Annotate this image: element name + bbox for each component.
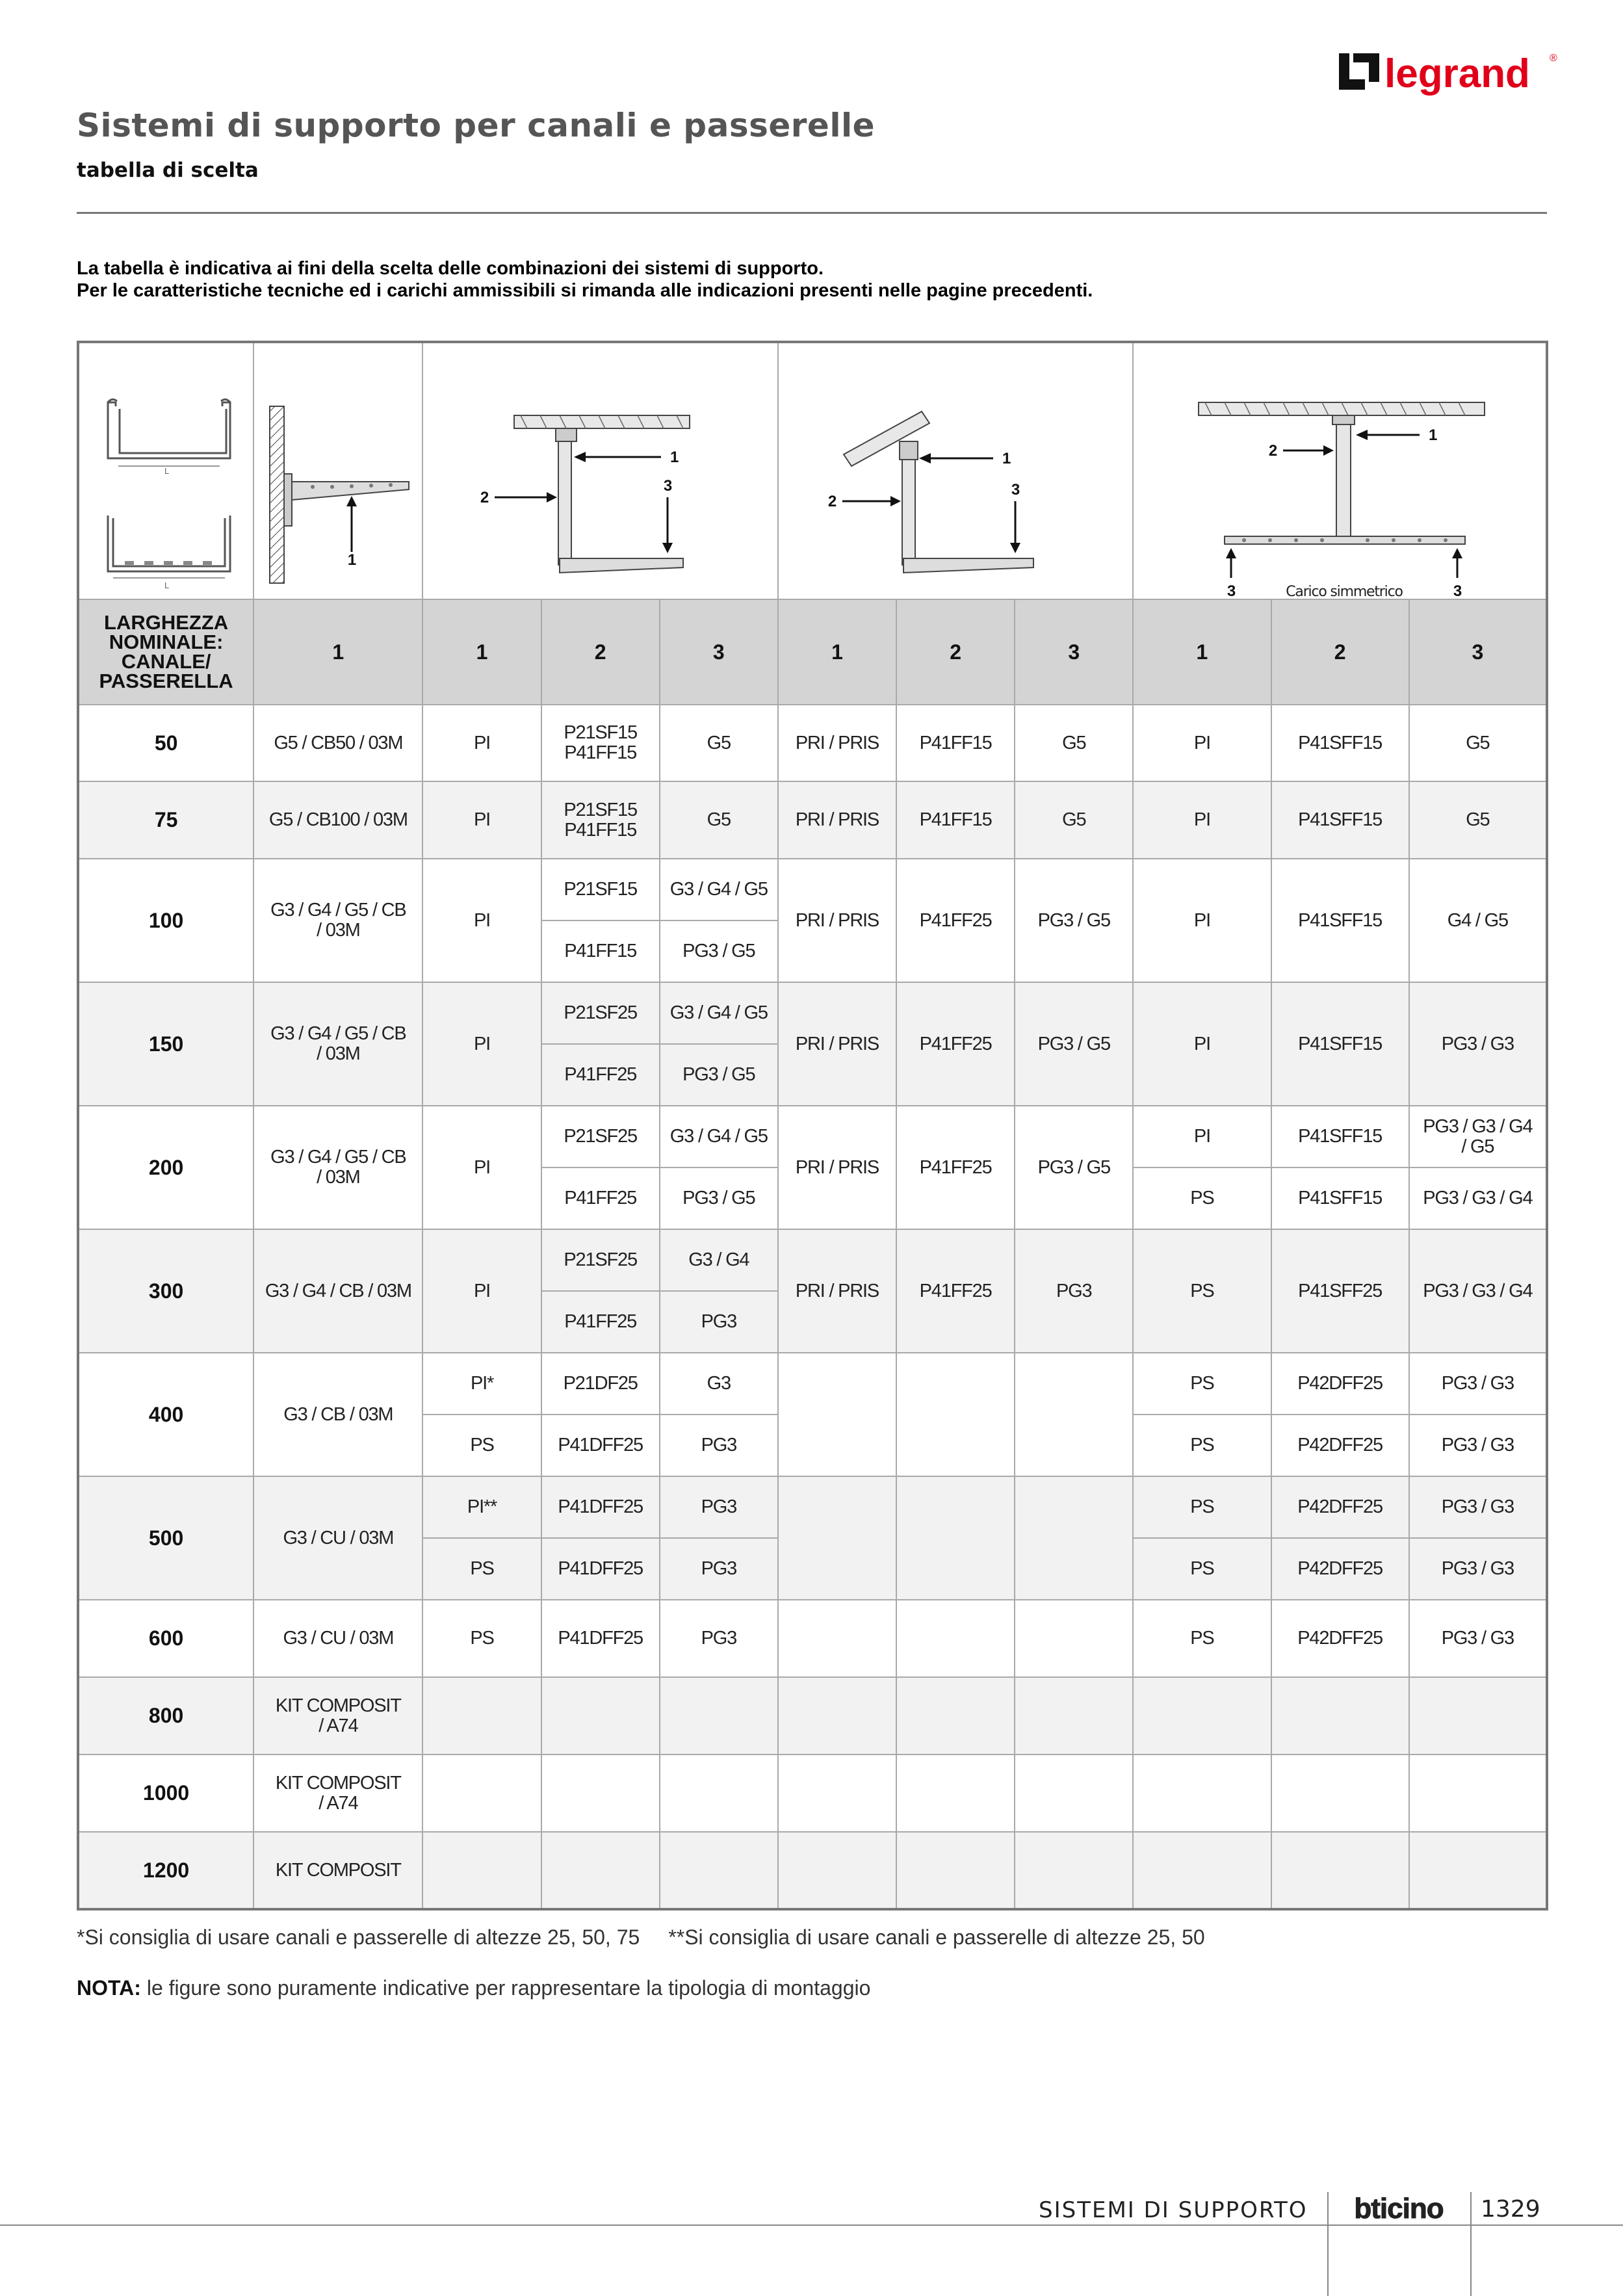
svg-text:bticino: bticino — [1354, 2195, 1444, 2223]
column-header: 1 — [778, 599, 896, 705]
sloped-ceiling-figure — [778, 342, 1133, 599]
width-cell: 1200 — [78, 1832, 253, 1909]
width-cell: 600 — [78, 1600, 253, 1677]
column-header: 2 — [541, 599, 660, 705]
footnote-1: *Si consiglia di usare canali e passerelle di altezze 25, 50, 75 — [77, 1925, 640, 1949]
nota-text: le figure sono puramente indicative per rappresentare la tipologia di montaggio — [140, 1976, 871, 2000]
page-number: 1329 — [1481, 2196, 1540, 2223]
intro-line-1: La tabella è indicativa ai fini della scelta delle combinazioni dei sistemi di supporto. — [77, 258, 824, 279]
column-header: 3 — [660, 599, 778, 705]
width-cell: 500 — [78, 1476, 253, 1600]
width-cell: 300 — [78, 1229, 253, 1353]
table-row: 300 G3 / G4 / CB / 03M PI P21SF25 G3 / G4 PRI / PRIS P41FF25 PG3 PS P41SFF25 PG3 / G3 / G4 — [78, 1229, 1547, 1291]
svg-text:®: ® — [1550, 53, 1557, 64]
svg-text:1: 1 — [670, 448, 679, 466]
table-row: 800 KIT COMPOSIT / A74 — [78, 1677, 1547, 1755]
table-row: P41FF25 PG3 / G5 — [78, 1044, 1547, 1106]
column-header: 1 — [422, 599, 541, 705]
width-cell: 75 — [78, 781, 253, 859]
footer-section: SISTEMI DI SUPPORTO — [1039, 2197, 1308, 2223]
intro-text — [77, 257, 1093, 302]
footnotes — [77, 1925, 1205, 1950]
table-row: 75 G5 / CB100 / 03M PI P21SF15 P41FF15 G5 PRI / PRIS P41FF15 G5 PI P41SFF15 G5 — [78, 781, 1547, 859]
width-cell: 1000 — [78, 1755, 253, 1832]
width-cell: 150 — [78, 982, 253, 1106]
column-header: 3 — [1409, 599, 1547, 705]
table-row: P41FF25 PG3 — [78, 1291, 1547, 1353]
footer-rule — [0, 2224, 1623, 2226]
table-row: 200 G3 / G4 / G5 / CB / 03M PI P21SF25 G3 / G4 / G5 PRI / PRIS P41FF25 PG3 / G5 PI P41SFF15 PG3 / G3 / G4 / G5 — [78, 1106, 1547, 1168]
footnote-2: **Si consiglia di usare canali e passerelle di altezze 25, 50 — [668, 1925, 1205, 1949]
page-subtitle: tabella di scelta — [77, 159, 259, 182]
width-cell: 50 — [78, 705, 253, 781]
table-row: P41FF15 PG3 / G5 — [78, 920, 1547, 982]
table-row: 1000 KIT COMPOSIT / A74 — [78, 1755, 1547, 1832]
svg-text:L: L — [164, 580, 169, 590]
width-cell: 400 — [78, 1353, 253, 1476]
table-row: 600 G3 / CU / 03M PS P41DFF25 PG3 PS P42DFF25 PG3 / G3 — [78, 1600, 1547, 1677]
svg-text:3: 3 — [1227, 582, 1236, 599]
table-row: PS P41DFF25 PG3 PS P42DFF25 PG3 / G3 — [78, 1415, 1547, 1476]
column-header: 1 — [253, 599, 422, 705]
column-header: 1 — [1133, 599, 1271, 705]
column-header: 2 — [896, 599, 1015, 705]
svg-text:3: 3 — [664, 476, 672, 495]
svg-text:3: 3 — [1011, 480, 1019, 499]
ceiling-suspension-figure — [422, 342, 777, 599]
table-header-row — [78, 599, 1547, 705]
legrand-wordmark: legrand — [1384, 51, 1530, 96]
page-title: Sistemi di supporto per canali e passerelle — [77, 107, 876, 144]
figure-row — [78, 342, 1547, 599]
svg-text:2: 2 — [480, 488, 489, 506]
footer-divider — [1327, 2192, 1329, 2296]
table-row: 500 G3 / CU / 03M PI** P41DFF25 PG3 PS P42DFF25 PG3 / G3 — [78, 1476, 1547, 1538]
width-cell: 100 — [78, 859, 253, 982]
column-header: 3 — [1015, 599, 1133, 705]
footer-divider — [1470, 2192, 1472, 2296]
svg-text:3: 3 — [1453, 582, 1462, 599]
column-header: 2 — [1271, 599, 1409, 705]
svg-text:2: 2 — [827, 492, 836, 510]
table-row: PS P41DFF25 PG3 PS P42DFF25 PG3 / G3 — [78, 1538, 1547, 1600]
intro-line-2: Per le caratteristiche tecniche ed i carichi ammissibili si rimanda alle indicazioni presenti nelle pagine precedenti. — [77, 280, 1093, 301]
width-cell: 200 — [78, 1106, 253, 1229]
nota-label: NOTA: — [77, 1976, 141, 2000]
table-row: 50 G5 / CB50 / 03M PI P21SF15 P41FF15 G5 PRI / PRIS P41FF15 G5 PI P41SFF15 G5 — [78, 705, 1547, 781]
width-cell: 800 — [78, 1677, 253, 1755]
svg-text:L: L — [164, 465, 169, 476]
symmetric-load-label: Carico simmetrico — [1286, 583, 1403, 599]
table-row: 1200 KIT COMPOSIT — [78, 1832, 1547, 1909]
selection-table — [77, 341, 1548, 1911]
table-row: 400 G3 / CB / 03M PI* P21DF25 G3 PS P42DFF25 PG3 / G3 — [78, 1353, 1547, 1415]
channel-profiles-figure — [78, 342, 253, 599]
table-row: P41FF25 PG3 / G5 PS P41SFF15 PG3 / G3 / G4 — [78, 1168, 1547, 1229]
legrand-logo — [1338, 47, 1559, 99]
svg-text:1: 1 — [1002, 449, 1011, 467]
table-row: 100 G3 / G4 / G5 / CB / 03M PI P21SF15 G3 / G4 / G5 PRI / PRIS P41FF25 PG3 / G5 PI P41SFF15 G4 / G5 — [78, 859, 1547, 920]
header-divider — [77, 212, 1547, 214]
svg-text:2: 2 — [1269, 441, 1277, 460]
symmetric-load-figure — [1133, 342, 1547, 599]
svg-text:1: 1 — [1429, 426, 1437, 444]
width-column-header: LARGHEZZA NOMINALE: CANALE/ PASSERELLA — [78, 599, 253, 705]
table-row: 150 G3 / G4 / G5 / CB / 03M PI P21SF25 G3 / G4 / G5 PRI / PRIS P41FF25 PG3 / G5 PI P41SFF15 PG3 / G3 — [78, 982, 1547, 1044]
bticino-logo — [1331, 2195, 1466, 2223]
wall-bracket-figure — [253, 342, 422, 599]
nota — [77, 1976, 870, 2000]
svg-text:1: 1 — [348, 551, 356, 569]
